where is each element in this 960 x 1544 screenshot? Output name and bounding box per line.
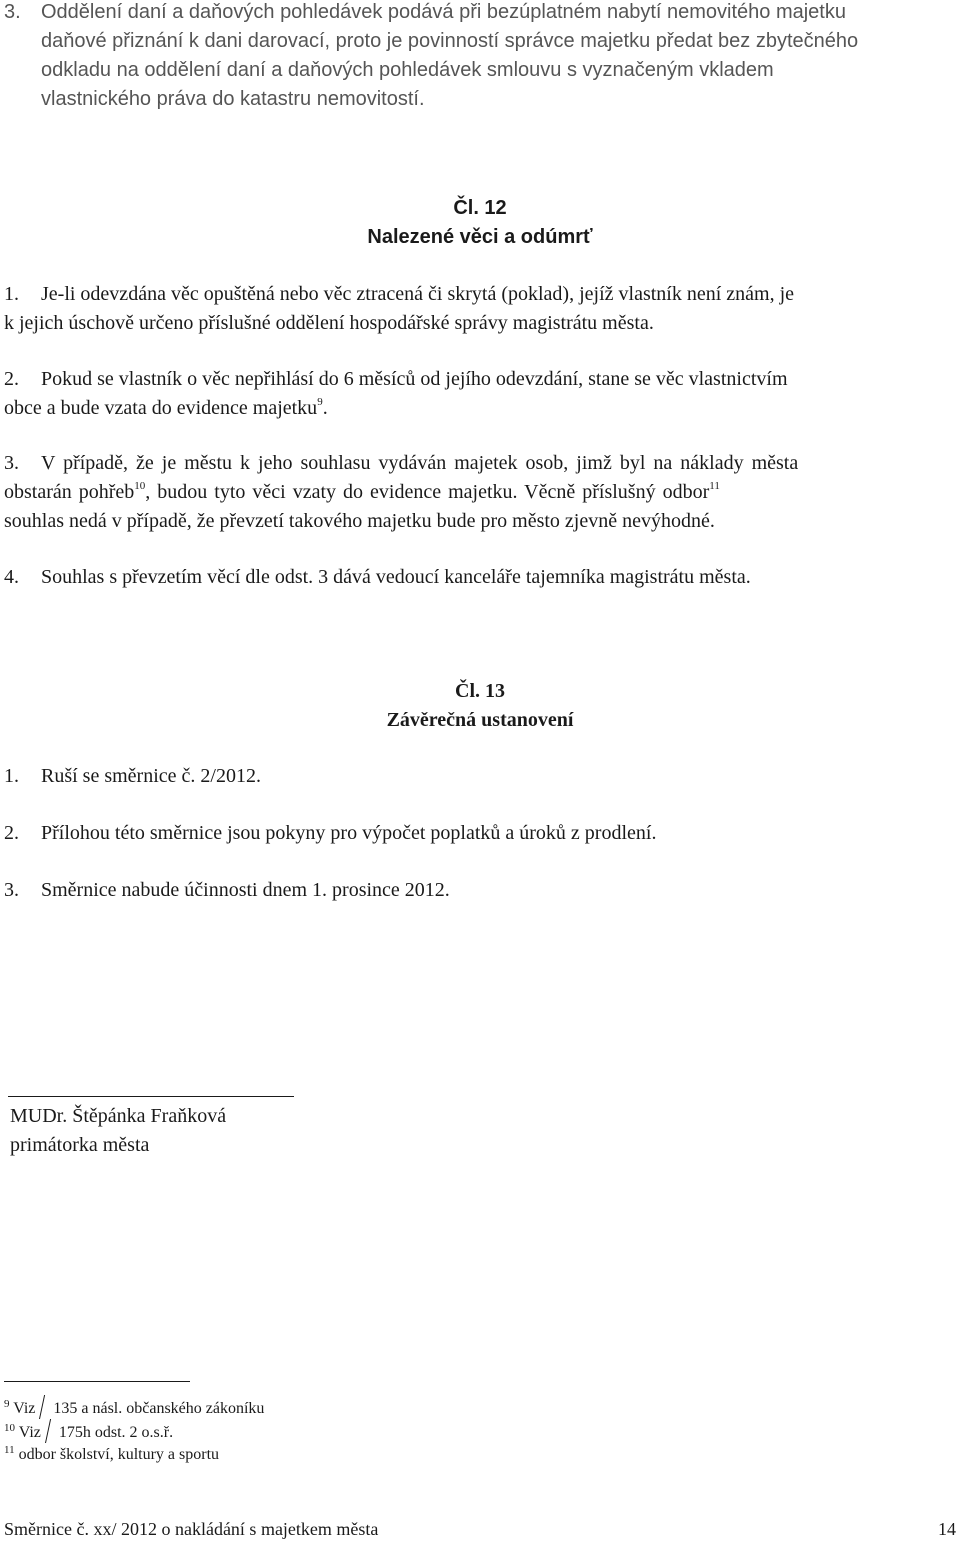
paragraph-line: vlastnického práva do katastru nemovitostí. — [41, 88, 425, 110]
footnote-mark: 10 — [4, 1422, 15, 1434]
footnote-9 — [4, 1395, 264, 1421]
item-number: 1. — [4, 283, 19, 305]
paragraph-line: obstarán pohřeb — [4, 481, 135, 503]
article-12-subtitle: Nalezené věci a odúmrť — [367, 226, 593, 248]
paragraph-line: souhlas nedá v případě, že převzetí takového majetku bude pro město zjevně nevýhodné. — [4, 510, 715, 532]
article-12-item-3 — [4, 449, 956, 536]
article-13-title: Čl. 13 — [455, 680, 505, 702]
footnote-text: odbor školství, kultury a sportu — [18, 1446, 220, 1463]
paragraph-line: Oddělení daní a daňových pohledávek podává při bezúplatném nabytí nemovitého majetku — [41, 1, 846, 23]
period: . — [322, 397, 328, 419]
item-number: 3. — [4, 1, 21, 23]
footnote-mark: 9 — [4, 1398, 10, 1410]
paragraph-line: odkladu na oddělení daní a daňových pohledávek smlouvu s vyznačeným vkladem — [41, 59, 774, 81]
item-3-tax — [4, 0, 956, 114]
article-13-item-1 — [4, 762, 956, 791]
paragraph-line: Přílohou této směrnice jsou pokyny pro výpočet poplatků a úroků z prodlení. — [41, 822, 657, 844]
article-13-item-3 — [4, 876, 956, 905]
paragraph-line: , budou tyto věci vzaty do evidence majetku. Věcně příslušný odbor — [145, 481, 710, 503]
signatory-role: primátorka města — [10, 1134, 150, 1156]
footnote-mark: 11 — [4, 1444, 15, 1456]
item-number: 3. — [4, 879, 19, 901]
article-12-item-4 — [4, 563, 956, 592]
footnote-ref: 11 — [709, 480, 720, 492]
item-number: 1. — [4, 765, 19, 787]
signature-line — [8, 1096, 294, 1097]
paragraph-line: Je-li odevzdána věc opuštěná nebo věc ztracená či skrytá (poklad), jejíž vlastník není znám, je — [41, 283, 795, 305]
footer-title: Směrnice č. xx/ 2012 o nakládání s majetkem města — [4, 1519, 379, 1539]
paragraph-line: daňové přiznání k dani darovací, proto je povinností správce majetku předat bez zbytečného — [41, 30, 859, 52]
footnote-text: 175h odst. 2 o.s.ř. — [58, 1424, 174, 1441]
signatory-name: MUDr. Štěpánka Fraňková — [10, 1105, 227, 1127]
item-number: 2. — [4, 368, 19, 390]
footnote-text: Viz — [13, 1400, 36, 1417]
footnote-text: Viz — [18, 1424, 41, 1441]
footnote-separator — [4, 1381, 190, 1382]
page-number: 14 — [938, 1519, 956, 1539]
paragraph-line: Souhlas s převzetím věcí dle odst. 3 dává vedoucí kanceláře tajemníka magistrátu města. — [41, 566, 751, 588]
section-sign-icon — [45, 1419, 55, 1443]
item-number: 2. — [4, 822, 19, 844]
paragraph-line: Směrnice nabude účinnosti dnem 1. prosince 2012. — [41, 879, 450, 901]
paragraph-line: Pokud se vlastník o věc nepřihlásí do 6 měsíců od jejího odevzdání, stane se věc vlastnictvím — [41, 368, 788, 390]
footnote-11 — [4, 1443, 219, 1467]
item-number: 3. — [4, 452, 19, 474]
footnote-ref: 10 — [134, 480, 146, 492]
article-13-subtitle: Závěrečná ustanovení — [386, 709, 574, 731]
article-12-title: Čl. 12 — [453, 197, 507, 219]
footnote-text: 135 a násl. občanského zákoníku — [53, 1400, 265, 1417]
item-number: 4. — [4, 566, 19, 588]
paragraph-line: k jejich úschově určeno příslušné oddělení hospodářské správy magistrátu města. — [4, 312, 654, 334]
footnote-ref: 9 — [317, 396, 323, 408]
section-sign-icon — [39, 1395, 49, 1419]
footnote-10 — [4, 1419, 173, 1445]
paragraph-line: V případě, že je městu k jeho souhlasu vydáván majetek osob, jimž byl na náklady města — [41, 452, 799, 474]
article-13-item-2 — [4, 819, 956, 848]
article-12-item-1 — [4, 280, 956, 338]
paragraph-line: Ruší se směrnice č. 2/2012. — [41, 765, 261, 787]
article-12-item-2 — [4, 365, 956, 423]
paragraph-line: obce a bude vzata do evidence majetku — [4, 397, 318, 419]
